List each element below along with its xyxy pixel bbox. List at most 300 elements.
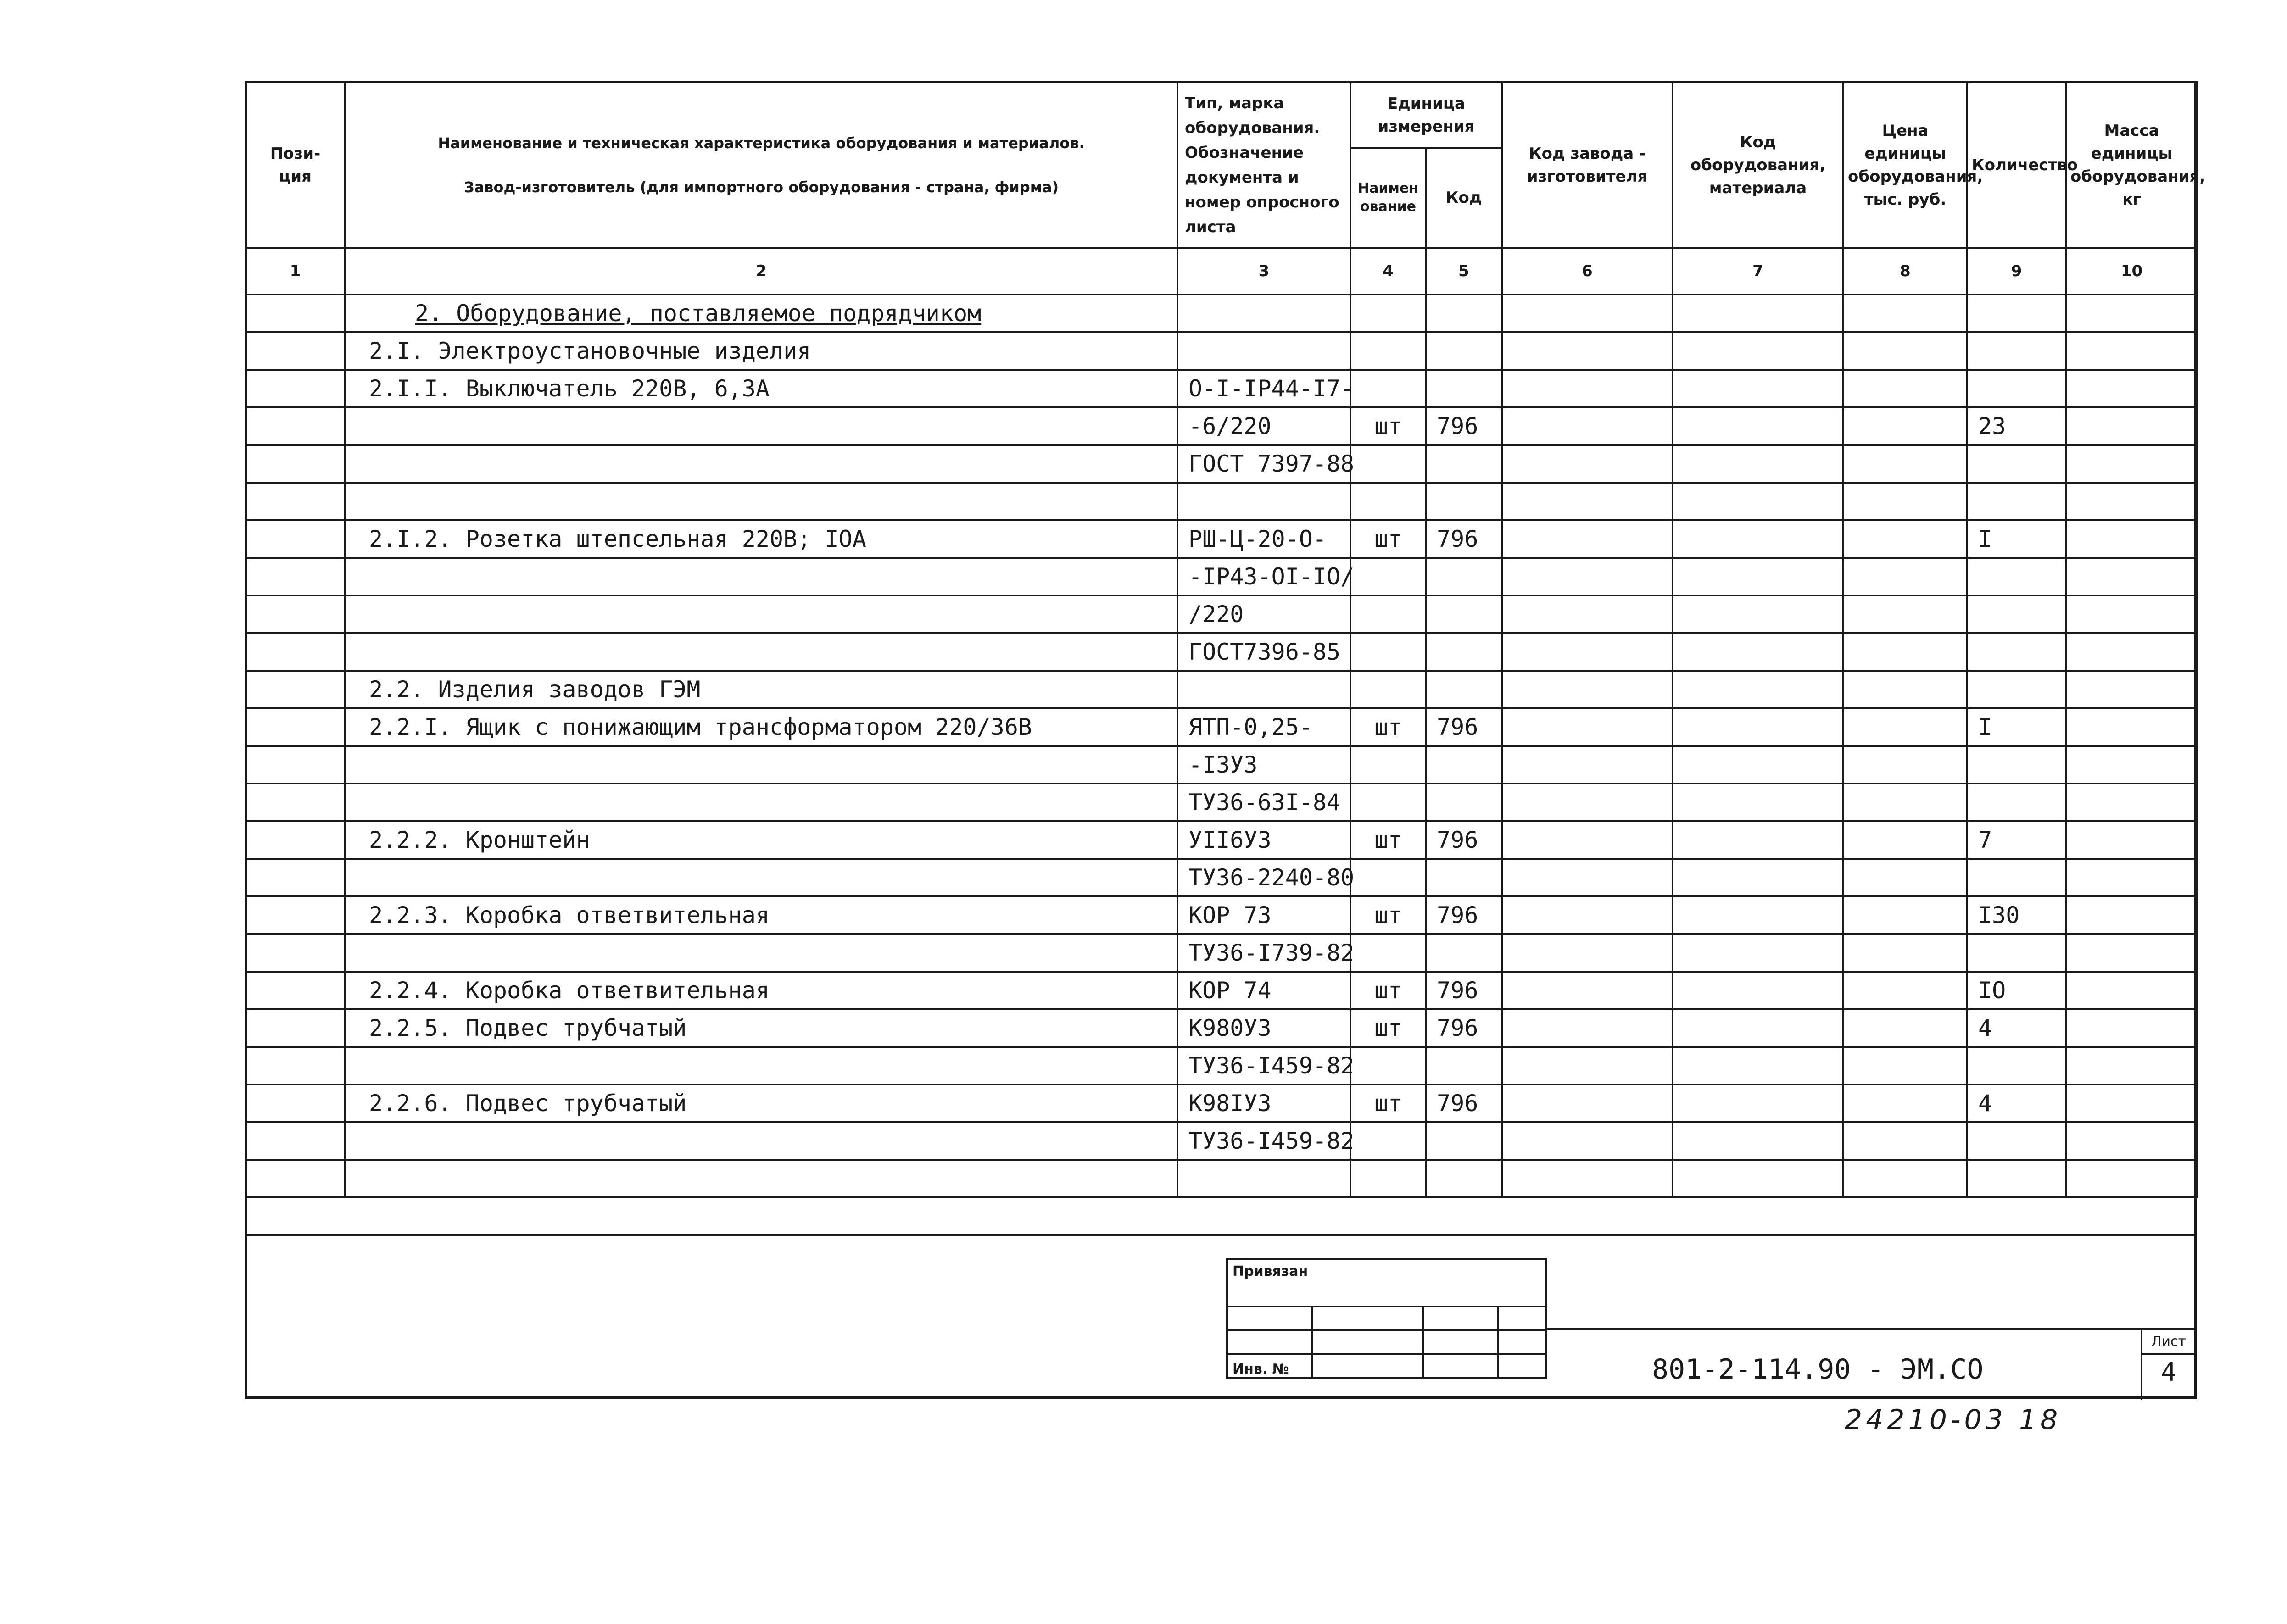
unit-code: 796 bbox=[1426, 708, 1502, 746]
empty-cell bbox=[1843, 295, 1967, 332]
table-row bbox=[245, 295, 2198, 332]
empty-cell bbox=[2066, 1122, 2198, 1160]
unit-name bbox=[1350, 370, 1426, 407]
empty-cell bbox=[1843, 633, 1967, 671]
unit-name bbox=[1350, 445, 1426, 483]
unit-name bbox=[1350, 1122, 1426, 1160]
empty-cell bbox=[1843, 332, 1967, 370]
empty-cell bbox=[245, 370, 345, 407]
item-type: ГОСТ7396-85 bbox=[1177, 633, 1350, 671]
item-name: 2.2.3. Коробка ответвительная bbox=[345, 896, 1177, 934]
item-type: /220 bbox=[1177, 595, 1350, 633]
quantity bbox=[1967, 445, 2066, 483]
empty-cell bbox=[1843, 708, 1967, 746]
empty-cell bbox=[1502, 1085, 1673, 1122]
unit-name: шт bbox=[1350, 896, 1426, 934]
unit-name bbox=[1350, 295, 1426, 332]
empty-cell bbox=[245, 746, 345, 784]
item-name bbox=[345, 407, 1177, 445]
unit-code bbox=[1426, 332, 1502, 370]
unit-name: шт bbox=[1350, 520, 1426, 558]
item-name: 2.I.I. Выключатель 220В, 6,3А bbox=[345, 370, 1177, 407]
unit-name: шт bbox=[1350, 821, 1426, 859]
table-row bbox=[245, 558, 2198, 595]
empty-cell bbox=[245, 1122, 345, 1160]
unit-code bbox=[1426, 558, 1502, 595]
empty-cell bbox=[245, 332, 345, 370]
empty-cell bbox=[2066, 332, 2198, 370]
empty-cell bbox=[1502, 1009, 1673, 1047]
quantity bbox=[1967, 746, 2066, 784]
empty-cell bbox=[2066, 407, 2198, 445]
column-number: 5 bbox=[1426, 248, 1502, 295]
empty-cell bbox=[1843, 370, 1967, 407]
unit-name bbox=[1350, 595, 1426, 633]
item-type bbox=[1177, 671, 1350, 708]
item-name: 2.2.6. Подвес трубчатый bbox=[345, 1085, 1177, 1122]
item-name: 2. Оборудование, поставляемое подрядчиком bbox=[345, 295, 1177, 332]
inventory-number-label: Инв. № bbox=[1233, 1361, 1289, 1377]
empty-cell bbox=[1673, 934, 1843, 972]
empty-cell bbox=[1502, 1160, 1673, 1197]
empty-cell bbox=[1502, 671, 1673, 708]
empty-cell bbox=[1673, 595, 1843, 633]
quantity bbox=[1967, 483, 2066, 520]
empty-cell bbox=[1502, 708, 1673, 746]
unit-code bbox=[1426, 633, 1502, 671]
quantity: 23 bbox=[1967, 407, 2066, 445]
column-number: 2 bbox=[345, 248, 1177, 295]
table-row bbox=[245, 671, 2198, 708]
empty-cell bbox=[1843, 746, 1967, 784]
empty-cell bbox=[2066, 784, 2198, 821]
empty-cell bbox=[245, 520, 345, 558]
empty-cell bbox=[1502, 370, 1673, 407]
item-type: К980У3 bbox=[1177, 1009, 1350, 1047]
quantity bbox=[1967, 295, 2066, 332]
unit-code bbox=[1426, 934, 1502, 972]
quantity: I bbox=[1967, 708, 2066, 746]
empty-cell bbox=[1843, 483, 1967, 520]
table-row bbox=[245, 1009, 2198, 1047]
sheet-box bbox=[2141, 1328, 2195, 1400]
item-name bbox=[345, 1122, 1177, 1160]
empty-cell bbox=[1502, 520, 1673, 558]
table-row bbox=[245, 407, 2198, 445]
table-row bbox=[245, 821, 2198, 859]
empty-cell bbox=[1843, 558, 1967, 595]
item-type bbox=[1177, 332, 1350, 370]
empty-cell bbox=[245, 972, 345, 1009]
table-row bbox=[245, 1085, 2198, 1122]
empty-cell bbox=[1673, 896, 1843, 934]
quantity bbox=[1967, 370, 2066, 407]
quantity: 4 bbox=[1967, 1085, 2066, 1122]
empty-cell bbox=[1673, 633, 1843, 671]
empty-cell bbox=[1843, 520, 1967, 558]
empty-cell bbox=[245, 708, 345, 746]
header-price: Цена единицы оборудования, тыс. руб. bbox=[1843, 82, 1967, 248]
empty-cell bbox=[2066, 671, 2198, 708]
header-equipment-code: Код оборудования, материала bbox=[1673, 82, 1843, 248]
unit-name bbox=[1350, 1160, 1426, 1197]
archive-number: 24210-03 18 bbox=[1845, 1404, 2062, 1436]
empty-cell bbox=[1843, 1085, 1967, 1122]
item-type bbox=[1177, 483, 1350, 520]
quantity bbox=[1967, 859, 2066, 896]
empty-cell bbox=[1502, 821, 1673, 859]
unit-name bbox=[1350, 784, 1426, 821]
item-name bbox=[345, 483, 1177, 520]
item-name: 2.I.2. Розетка штепсельная 220В; IOA bbox=[345, 520, 1177, 558]
table-row bbox=[245, 746, 2198, 784]
item-name: 2.2.4. Коробка ответвительная bbox=[345, 972, 1177, 1009]
quantity bbox=[1967, 671, 2066, 708]
unit-name bbox=[1350, 483, 1426, 520]
quantity bbox=[1967, 558, 2066, 595]
item-type: УII6У3 bbox=[1177, 821, 1350, 859]
empty-cell bbox=[1502, 445, 1673, 483]
empty-cell bbox=[1673, 784, 1843, 821]
item-type: -I3У3 bbox=[1177, 746, 1350, 784]
item-type: К98IУ3 bbox=[1177, 1085, 1350, 1122]
quantity bbox=[1967, 595, 2066, 633]
empty-cell bbox=[2066, 445, 2198, 483]
empty-cell bbox=[1502, 332, 1673, 370]
empty-cell bbox=[2066, 595, 2198, 633]
empty-cell bbox=[1843, 595, 1967, 633]
empty-cell bbox=[245, 558, 345, 595]
empty-cell bbox=[1843, 859, 1967, 896]
empty-cell bbox=[245, 633, 345, 671]
specification-table bbox=[245, 81, 2206, 1198]
empty-cell bbox=[245, 595, 345, 633]
item-name bbox=[345, 633, 1177, 671]
empty-cell bbox=[2066, 821, 2198, 859]
item-type: ТУ36-I459-82 bbox=[1177, 1047, 1350, 1085]
item-type: ТУ36-I459-82 bbox=[1177, 1122, 1350, 1160]
empty-cell bbox=[2066, 934, 2198, 972]
title-block-top-line bbox=[1547, 1328, 2197, 1330]
empty-cell bbox=[1843, 896, 1967, 934]
binding-stamp bbox=[1226, 1258, 1547, 1379]
empty-cell bbox=[1843, 407, 1967, 445]
table-row bbox=[245, 859, 2198, 896]
header-unit-name: Наименование bbox=[1350, 148, 1426, 248]
empty-cell bbox=[1502, 896, 1673, 934]
empty-cell bbox=[245, 1085, 345, 1122]
item-type bbox=[1177, 295, 1350, 332]
table-row bbox=[245, 1047, 2198, 1085]
table-row bbox=[245, 445, 2198, 483]
empty-cell bbox=[1673, 445, 1843, 483]
empty-cell bbox=[1502, 859, 1673, 896]
empty-cell bbox=[1673, 370, 1843, 407]
empty-cell bbox=[1843, 1047, 1967, 1085]
table-row bbox=[245, 483, 2198, 520]
empty-cell bbox=[245, 407, 345, 445]
unit-name bbox=[1350, 671, 1426, 708]
empty-cell bbox=[2066, 633, 2198, 671]
empty-cell bbox=[1502, 784, 1673, 821]
empty-cell bbox=[1843, 1160, 1967, 1197]
empty-cell bbox=[1502, 595, 1673, 633]
empty-cell bbox=[2066, 520, 2198, 558]
empty-cell bbox=[1673, 746, 1843, 784]
empty-cell bbox=[2066, 1009, 2198, 1047]
unit-code bbox=[1426, 1047, 1502, 1085]
unit-code bbox=[1426, 483, 1502, 520]
quantity bbox=[1967, 1160, 2066, 1197]
empty-cell bbox=[1502, 1047, 1673, 1085]
sheet-number: 4 bbox=[2161, 1357, 2176, 1387]
table-row bbox=[245, 934, 2198, 972]
unit-name bbox=[1350, 1047, 1426, 1085]
item-type: -IP43-OI-IO/ bbox=[1177, 558, 1350, 595]
unit-code bbox=[1426, 671, 1502, 708]
empty-cell bbox=[1502, 483, 1673, 520]
unit-code bbox=[1426, 859, 1502, 896]
header-quantity: Количество bbox=[1967, 82, 2066, 248]
empty-cell bbox=[1843, 784, 1967, 821]
unit-code bbox=[1426, 595, 1502, 633]
empty-cell bbox=[2066, 1160, 2198, 1197]
empty-cell bbox=[2066, 746, 2198, 784]
item-name bbox=[345, 934, 1177, 972]
unit-code bbox=[1426, 784, 1502, 821]
header-mass: Масса единицы оборудования, кг bbox=[2066, 82, 2198, 248]
sheet-label: Лист bbox=[2142, 1330, 2195, 1355]
header-name bbox=[345, 82, 1177, 248]
table-row bbox=[245, 595, 2198, 633]
item-name: 2.2.I. Ящик с понижающим трансформатором 220/36В bbox=[345, 708, 1177, 746]
specification-body bbox=[245, 295, 2198, 1197]
table-row bbox=[245, 896, 2198, 934]
unit-name bbox=[1350, 332, 1426, 370]
unit-code bbox=[1426, 445, 1502, 483]
unit-code: 796 bbox=[1426, 896, 1502, 934]
quantity bbox=[1967, 1122, 2066, 1160]
empty-cell bbox=[245, 445, 345, 483]
item-type: ТУ36-I739-82 bbox=[1177, 934, 1350, 972]
empty-cell bbox=[1673, 1122, 1843, 1160]
empty-cell bbox=[1843, 972, 1967, 1009]
table-row bbox=[245, 332, 2198, 370]
empty-cell bbox=[245, 784, 345, 821]
header-name-line2: Завод-изготовитель (для импортного оборудования - страна, фирма) bbox=[463, 178, 1059, 196]
empty-cell bbox=[245, 671, 345, 708]
table-row bbox=[245, 370, 2198, 407]
item-type bbox=[1177, 1160, 1350, 1197]
item-name: 2.2.5. Подвес трубчатый bbox=[345, 1009, 1177, 1047]
column-number: 1 bbox=[245, 248, 345, 295]
table-row bbox=[245, 1122, 2198, 1160]
empty-cell bbox=[1673, 972, 1843, 1009]
empty-cell bbox=[245, 934, 345, 972]
item-type: КОР 73 bbox=[1177, 896, 1350, 934]
column-number: 9 bbox=[1967, 248, 2066, 295]
quantity: IO bbox=[1967, 972, 2066, 1009]
unit-name bbox=[1350, 934, 1426, 972]
unit-name bbox=[1350, 633, 1426, 671]
item-name bbox=[345, 746, 1177, 784]
unit-code bbox=[1426, 1122, 1502, 1160]
header-type: Тип, марка оборудования. Обозначение документа и номер опросного листа bbox=[1177, 82, 1350, 248]
empty-cell bbox=[1673, 558, 1843, 595]
table-row bbox=[245, 784, 2198, 821]
column-number: 10 bbox=[2066, 248, 2198, 295]
quantity: 4 bbox=[1967, 1009, 2066, 1047]
quantity bbox=[1967, 1047, 2066, 1085]
column-numbers-row bbox=[245, 248, 2198, 295]
unit-name bbox=[1350, 746, 1426, 784]
quantity: I30 bbox=[1967, 896, 2066, 934]
empty-cell bbox=[2066, 896, 2198, 934]
item-name bbox=[345, 1160, 1177, 1197]
empty-cell bbox=[1673, 520, 1843, 558]
table-row bbox=[245, 520, 2198, 558]
item-name bbox=[345, 558, 1177, 595]
item-type: КОР 74 bbox=[1177, 972, 1350, 1009]
empty-cell bbox=[245, 896, 345, 934]
item-name bbox=[345, 859, 1177, 896]
empty-cell bbox=[1673, 407, 1843, 445]
empty-cell bbox=[1673, 483, 1843, 520]
empty-cell bbox=[1502, 972, 1673, 1009]
empty-cell bbox=[2066, 708, 2198, 746]
unit-code: 796 bbox=[1426, 1009, 1502, 1047]
column-number: 6 bbox=[1502, 248, 1673, 295]
unit-name bbox=[1350, 558, 1426, 595]
empty-cell bbox=[1502, 934, 1673, 972]
table-row bbox=[245, 1160, 2198, 1197]
unit-code: 796 bbox=[1426, 1085, 1502, 1122]
empty-cell bbox=[2066, 483, 2198, 520]
empty-cell bbox=[1673, 821, 1843, 859]
item-type: -6/220 bbox=[1177, 407, 1350, 445]
quantity bbox=[1967, 332, 2066, 370]
quantity: I bbox=[1967, 520, 2066, 558]
column-number: 3 bbox=[1177, 248, 1350, 295]
empty-cell bbox=[1673, 708, 1843, 746]
empty-cell bbox=[2066, 859, 2198, 896]
empty-cell bbox=[245, 859, 345, 896]
empty-cell bbox=[1673, 332, 1843, 370]
unit-code: 796 bbox=[1426, 407, 1502, 445]
empty-cell bbox=[245, 821, 345, 859]
empty-cell bbox=[1843, 934, 1967, 972]
header-position: Пози- ция bbox=[245, 82, 345, 248]
item-name: 2.2.2. Кронштейн bbox=[345, 821, 1177, 859]
unit-name bbox=[1350, 859, 1426, 896]
table-row bbox=[245, 972, 2198, 1009]
empty-cell bbox=[2066, 1047, 2198, 1085]
quantity bbox=[1967, 784, 2066, 821]
item-type: О-I-IP44-I7- bbox=[1177, 370, 1350, 407]
empty-cell bbox=[1502, 633, 1673, 671]
empty-cell bbox=[1673, 859, 1843, 896]
unit-name: шт bbox=[1350, 708, 1426, 746]
column-number: 4 bbox=[1350, 248, 1426, 295]
column-number: 7 bbox=[1673, 248, 1843, 295]
unit-code: 796 bbox=[1426, 520, 1502, 558]
header-factory-code: Код завода - изготовителя bbox=[1502, 82, 1673, 248]
header-unit-group: Единица измерения bbox=[1350, 82, 1502, 148]
empty-cell bbox=[245, 1009, 345, 1047]
empty-cell bbox=[1843, 671, 1967, 708]
quantity: 7 bbox=[1967, 821, 2066, 859]
empty-cell bbox=[1502, 295, 1673, 332]
header-unit-code: Код bbox=[1426, 148, 1502, 248]
quantity bbox=[1967, 934, 2066, 972]
table-row bbox=[245, 708, 2198, 746]
empty-cell bbox=[1843, 821, 1967, 859]
item-name bbox=[345, 784, 1177, 821]
item-type: ГОСТ 7397-88 bbox=[1177, 445, 1350, 483]
unit-code: 796 bbox=[1426, 821, 1502, 859]
item-name: 2.I. Электроустановочные изделия bbox=[345, 332, 1177, 370]
empty-cell bbox=[1502, 746, 1673, 784]
unit-code bbox=[1426, 746, 1502, 784]
empty-cell bbox=[245, 483, 345, 520]
document-code: 801-2-114.90 - ЭМ.СО bbox=[1652, 1353, 1984, 1385]
unit-code bbox=[1426, 295, 1502, 332]
column-number: 8 bbox=[1843, 248, 1967, 295]
empty-cell bbox=[245, 1047, 345, 1085]
empty-cell bbox=[1673, 671, 1843, 708]
empty-cell bbox=[2066, 370, 2198, 407]
quantity bbox=[1967, 633, 2066, 671]
empty-cell bbox=[2066, 558, 2198, 595]
empty-cell bbox=[1843, 1009, 1967, 1047]
unit-name: шт bbox=[1350, 1085, 1426, 1122]
empty-cell bbox=[1502, 407, 1673, 445]
unit-name: шт bbox=[1350, 972, 1426, 1009]
unit-code bbox=[1426, 1160, 1502, 1197]
header-name-line1: Наименование и техническая характеристика оборудования и материалов. bbox=[438, 134, 1085, 152]
empty-cell bbox=[245, 1160, 345, 1197]
item-type: ТУ36-2240-80 bbox=[1177, 859, 1350, 896]
item-name: 2.2. Изделия заводов ГЭМ bbox=[345, 671, 1177, 708]
empty-cell bbox=[1502, 1122, 1673, 1160]
item-type: ЯТП-0,25- bbox=[1177, 708, 1350, 746]
empty-cell bbox=[2066, 972, 2198, 1009]
empty-cell bbox=[1843, 1122, 1967, 1160]
empty-cell bbox=[1673, 1009, 1843, 1047]
empty-cell bbox=[1673, 295, 1843, 332]
item-name bbox=[345, 595, 1177, 633]
item-name bbox=[345, 1047, 1177, 1085]
bound-label: Привязан bbox=[1233, 1263, 1308, 1279]
unit-code bbox=[1426, 370, 1502, 407]
empty-cell bbox=[1673, 1047, 1843, 1085]
empty-cell bbox=[2066, 295, 2198, 332]
item-type: РШ-Ц-20-О- bbox=[1177, 520, 1350, 558]
table-row bbox=[245, 633, 2198, 671]
unit-code: 796 bbox=[1426, 972, 1502, 1009]
item-name bbox=[345, 445, 1177, 483]
empty-cell bbox=[1502, 558, 1673, 595]
empty-cell bbox=[2066, 1085, 2198, 1122]
empty-cell bbox=[245, 295, 345, 332]
unit-name: шт bbox=[1350, 1009, 1426, 1047]
empty-cell bbox=[1843, 445, 1967, 483]
empty-cell bbox=[1673, 1085, 1843, 1122]
empty-cell bbox=[1673, 1160, 1843, 1197]
unit-name: шт bbox=[1350, 407, 1426, 445]
title-block-divider bbox=[245, 1234, 2197, 1236]
item-type: ТУ36-63I-84 bbox=[1177, 784, 1350, 821]
